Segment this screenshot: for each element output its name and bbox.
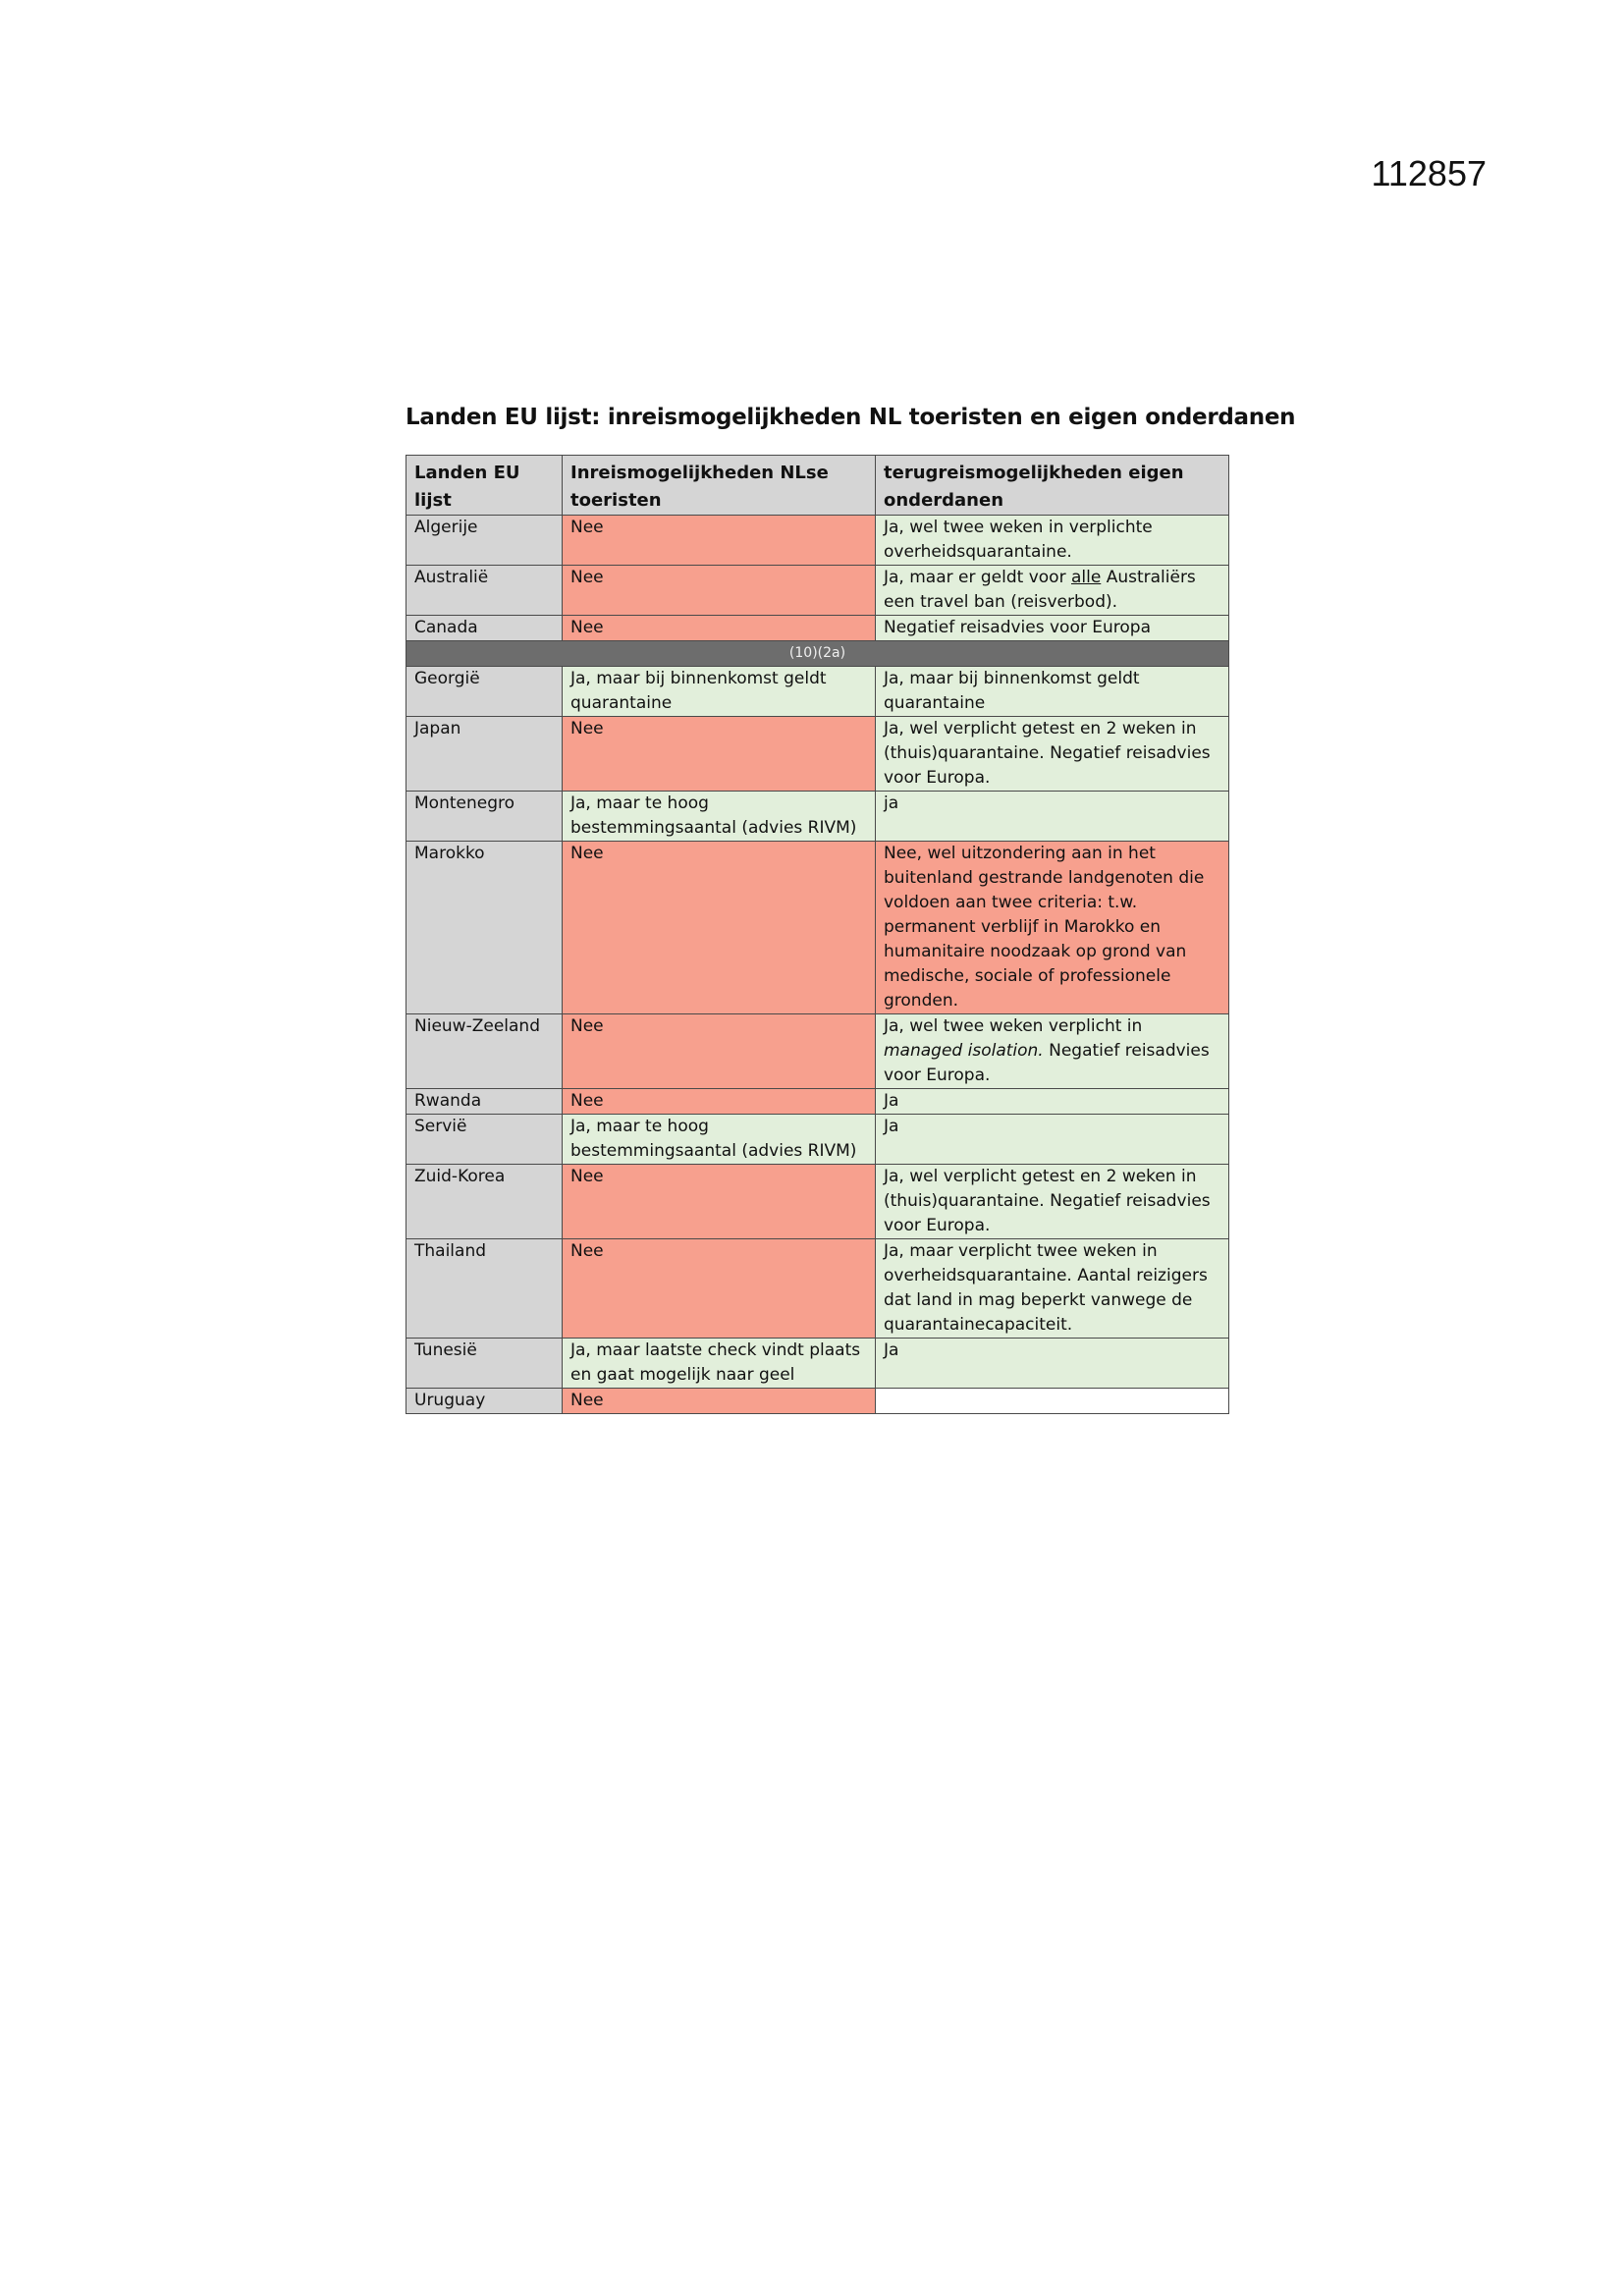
table-row [406, 1389, 1229, 1414]
table-row [406, 616, 1229, 641]
header-countries: Landen EU lijst [406, 456, 563, 516]
document-title: Landen EU lijst: inreismogelijkheden NL toeristen en eigen onderdanen [406, 405, 1296, 430]
entry-cell: Nee [563, 566, 876, 616]
entry-cell: Nee [563, 516, 876, 566]
entry-cell: Ja, maar bij binnenkomst geldt quarantaine [563, 667, 876, 717]
entry-cell: Nee [563, 616, 876, 641]
return-text: Ja, wel twee weken verplicht in [884, 1016, 1143, 1036]
country-cell: Tunesië [406, 1339, 563, 1389]
entry-cell: Nee [563, 1389, 876, 1414]
countries-table [406, 455, 1229, 1414]
table-row [406, 717, 1229, 792]
country-cell: Servië [406, 1115, 563, 1165]
table-row [406, 1239, 1229, 1339]
country-cell: Thailand [406, 1239, 563, 1339]
redaction-label: (10)(2a) [406, 641, 1229, 667]
return-cell: Nee, wel uitzondering aan in het buitenland gestrande landgenoten die voldoen aan twee criteria: t.w. permanent verblijf in Marokko en humanitaire noodzaak op grond van medische, sociale of professionele gronden. [876, 842, 1229, 1014]
country-cell: Uruguay [406, 1389, 563, 1414]
entry-cell: Nee [563, 842, 876, 1014]
country-cell: Australië [406, 566, 563, 616]
country-cell: Nieuw-Zeeland [406, 1014, 563, 1089]
country-cell: Canada [406, 616, 563, 641]
country-cell: Algerije [406, 516, 563, 566]
document-number: 112857 [1371, 153, 1487, 193]
return-cell [876, 566, 1229, 616]
table-row [406, 1089, 1229, 1115]
country-cell: Rwanda [406, 1089, 563, 1115]
table-row [406, 667, 1229, 717]
return-text-italic: managed isolation. [884, 1041, 1044, 1061]
return-cell: Ja, maar verplicht twee weken in overheidsquarantaine. Aantal reizigers dat land in mag beperkt vanwege de quarantainecapaciteit. [876, 1239, 1229, 1339]
table-header-row [406, 456, 1229, 516]
entry-cell: Ja, maar te hoog bestemmingsaantal (advies RIVM) [563, 792, 876, 842]
header-entry-options: Inreismogelijkheden NLse toeristen [563, 456, 876, 516]
header-return-options: terugreismogelijkheden eigen onderdanen [876, 456, 1229, 516]
return-cell: Ja [876, 1339, 1229, 1389]
return-cell: Ja [876, 1089, 1229, 1115]
return-cell: Negatief reisadvies voor Europa [876, 616, 1229, 641]
table-row [406, 792, 1229, 842]
table-row [406, 1014, 1229, 1089]
return-cell: Ja, maar bij binnenkomst geldt quarantaine [876, 667, 1229, 717]
table-row [406, 1165, 1229, 1239]
country-cell: Japan [406, 717, 563, 792]
return-text-underlined: alle [1070, 568, 1102, 587]
table-row [406, 842, 1229, 1014]
return-cell: Ja [876, 1115, 1229, 1165]
return-text: Ja, maar er geldt voor [884, 568, 1071, 587]
table-row [406, 566, 1229, 616]
entry-cell: Ja, maar laatste check vindt plaats en gaat mogelijk naar geel [563, 1339, 876, 1389]
return-cell [876, 1389, 1229, 1414]
country-cell: Zuid-Korea [406, 1165, 563, 1239]
entry-cell: Nee [563, 1089, 876, 1115]
entry-cell: Ja, maar te hoog bestemmingsaantal (advies RIVM) [563, 1115, 876, 1165]
country-cell: Georgië [406, 667, 563, 717]
return-text: Australiërs een travel ban (reisverbod). [884, 568, 1196, 612]
table-row [406, 1115, 1229, 1165]
country-cell: Marokko [406, 842, 563, 1014]
return-cell: Ja, wel twee weken in verplichte overheidsquarantaine. [876, 516, 1229, 566]
entry-cell: Nee [563, 1165, 876, 1239]
table-row [406, 1339, 1229, 1389]
return-cell: Ja, wel verplicht getest en 2 weken in (thuis)quarantaine. Negatief reisadvies voor Europa. [876, 717, 1229, 792]
table-row [406, 516, 1229, 566]
entry-cell: Nee [563, 1014, 876, 1089]
return-text: Negatief reisadvies voor Europa. [884, 1041, 1210, 1085]
return-cell [876, 1014, 1229, 1089]
return-cell: ja [876, 792, 1229, 842]
redaction-row [406, 641, 1229, 667]
entry-cell: Nee [563, 717, 876, 792]
country-cell: Montenegro [406, 792, 563, 842]
entry-cell: Nee [563, 1239, 876, 1339]
return-cell: Ja, wel verplicht getest en 2 weken in (thuis)quarantaine. Negatief reisadvies voor Europa. [876, 1165, 1229, 1239]
